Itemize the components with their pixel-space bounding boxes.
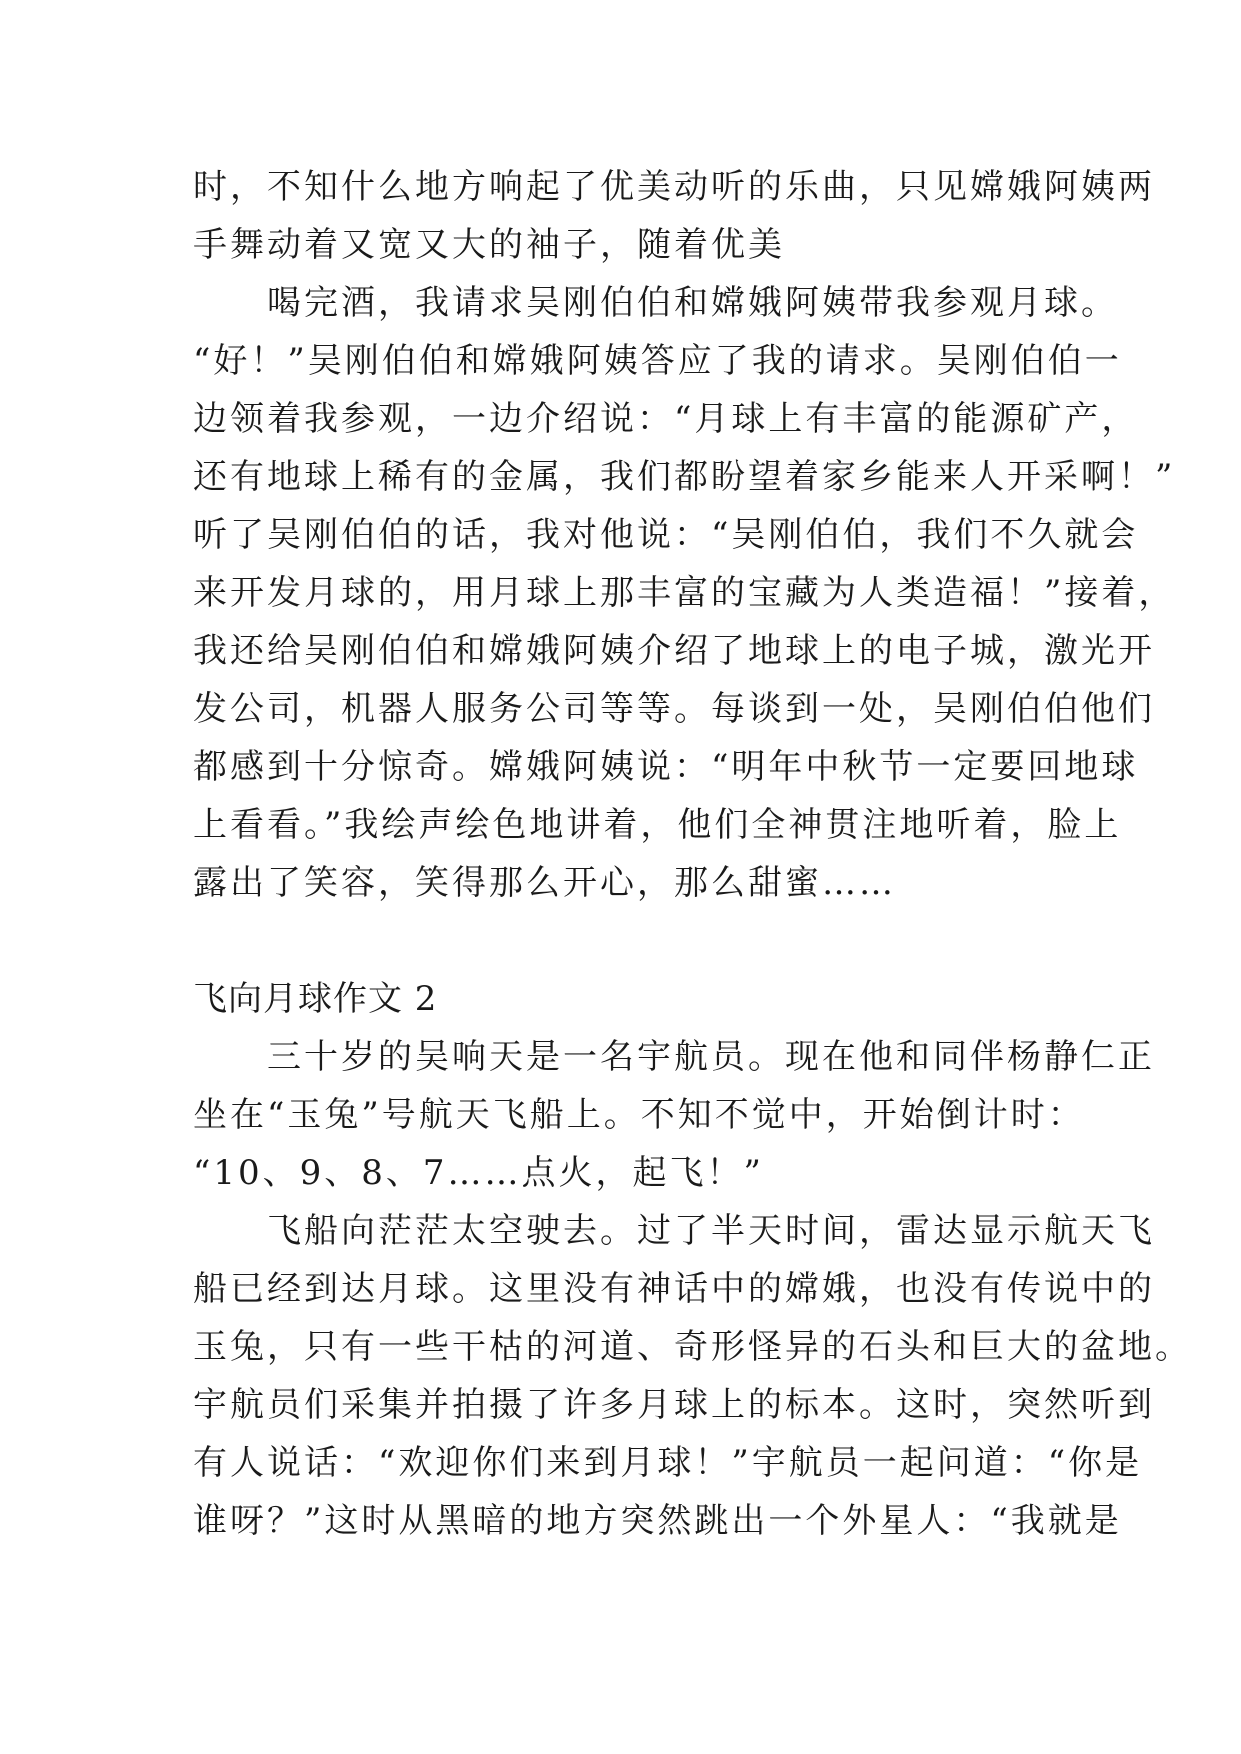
text-line: 三十岁的吴响天是一名宇航员。现在他和同伴杨静仁正 [193, 1037, 1155, 1077]
text-line: 边领着我参观，一边介绍说：“月球上有丰富的能源矿产， [193, 399, 1139, 439]
section-title: 飞向月球作文 2 [193, 979, 438, 1019]
text-line: 宇航员们采集并拍摄了许多月球上的标本。这时，突然听到 [193, 1385, 1155, 1425]
text-line: 飞船向茫茫太空驶去。过了半天时间，雷达显示航天飞 [193, 1211, 1155, 1251]
text-line: 船已经到达月球。这里没有神话中的嫦娥，也没有传说中的 [193, 1269, 1155, 1309]
paragraph-arrival [193, 1202, 1192, 1550]
text-line: 听了吴刚伯伯的话，我对他说：“吴刚伯伯，我们不久就会 [193, 515, 1139, 555]
paragraph-moon-tour [193, 274, 1176, 912]
document-body [193, 158, 1192, 1550]
text-line: 玉兔，只有一些干枯的河道、奇形怪异的石头和巨大的盆地。 [193, 1327, 1192, 1367]
text-line: 来开发月球的，用月球上那丰富的宝藏为人类造福！”接着， [193, 573, 1176, 613]
section-spacer [193, 912, 1063, 970]
text-line: 时，不知什么地方响起了优美动听的乐曲，只见嫦娥阿姨两 [193, 167, 1155, 207]
text-line: 手舞动着又宽又大的袖子，随着优美 [193, 225, 785, 265]
continuation-paragraph [193, 158, 1155, 274]
text-line: “10、9、8、7……点火，起飞！” [193, 1153, 764, 1193]
text-line: 谁呀？”这时从黑暗的地方突然跳出一个外星人：“我就是 [193, 1501, 1122, 1541]
text-line: “好！”吴刚伯伯和嫦娥阿姨答应了我的请求。吴刚伯伯一 [193, 341, 1122, 381]
paragraph-astronaut-intro [193, 1028, 1155, 1202]
text-line: 都感到十分惊奇。嫦娥阿姨说：“明年中秋节一定要回地球 [193, 747, 1139, 787]
text-line: 发公司，机器人服务公司等等。每谈到一处，吴刚伯伯他们 [193, 689, 1155, 729]
text-line: 露出了笑容，笑得那么开心，那么甜蜜…… [193, 863, 896, 903]
text-line: 还有地球上稀有的金属，我们都盼望着家乡能来人开采啊！” [193, 457, 1176, 497]
text-line: 我还给吴刚伯伯和嫦娥阿姨介绍了地球上的电子城，激光开 [193, 631, 1155, 671]
text-line: 坐在“玉兔”号航天飞船上。不知不觉中，开始倒计时： [193, 1095, 1085, 1135]
text-line: 上看看。”我绘声绘色地讲着，他们全神贯注地听着，脸上 [193, 805, 1122, 845]
text-line: 有人说话：“欢迎你们来到月球！”宇航员一起问道：“你是 [193, 1443, 1143, 1483]
text-line: 喝完酒，我请求吴刚伯伯和嫦娥阿姨带我参观月球。 [193, 283, 1118, 323]
